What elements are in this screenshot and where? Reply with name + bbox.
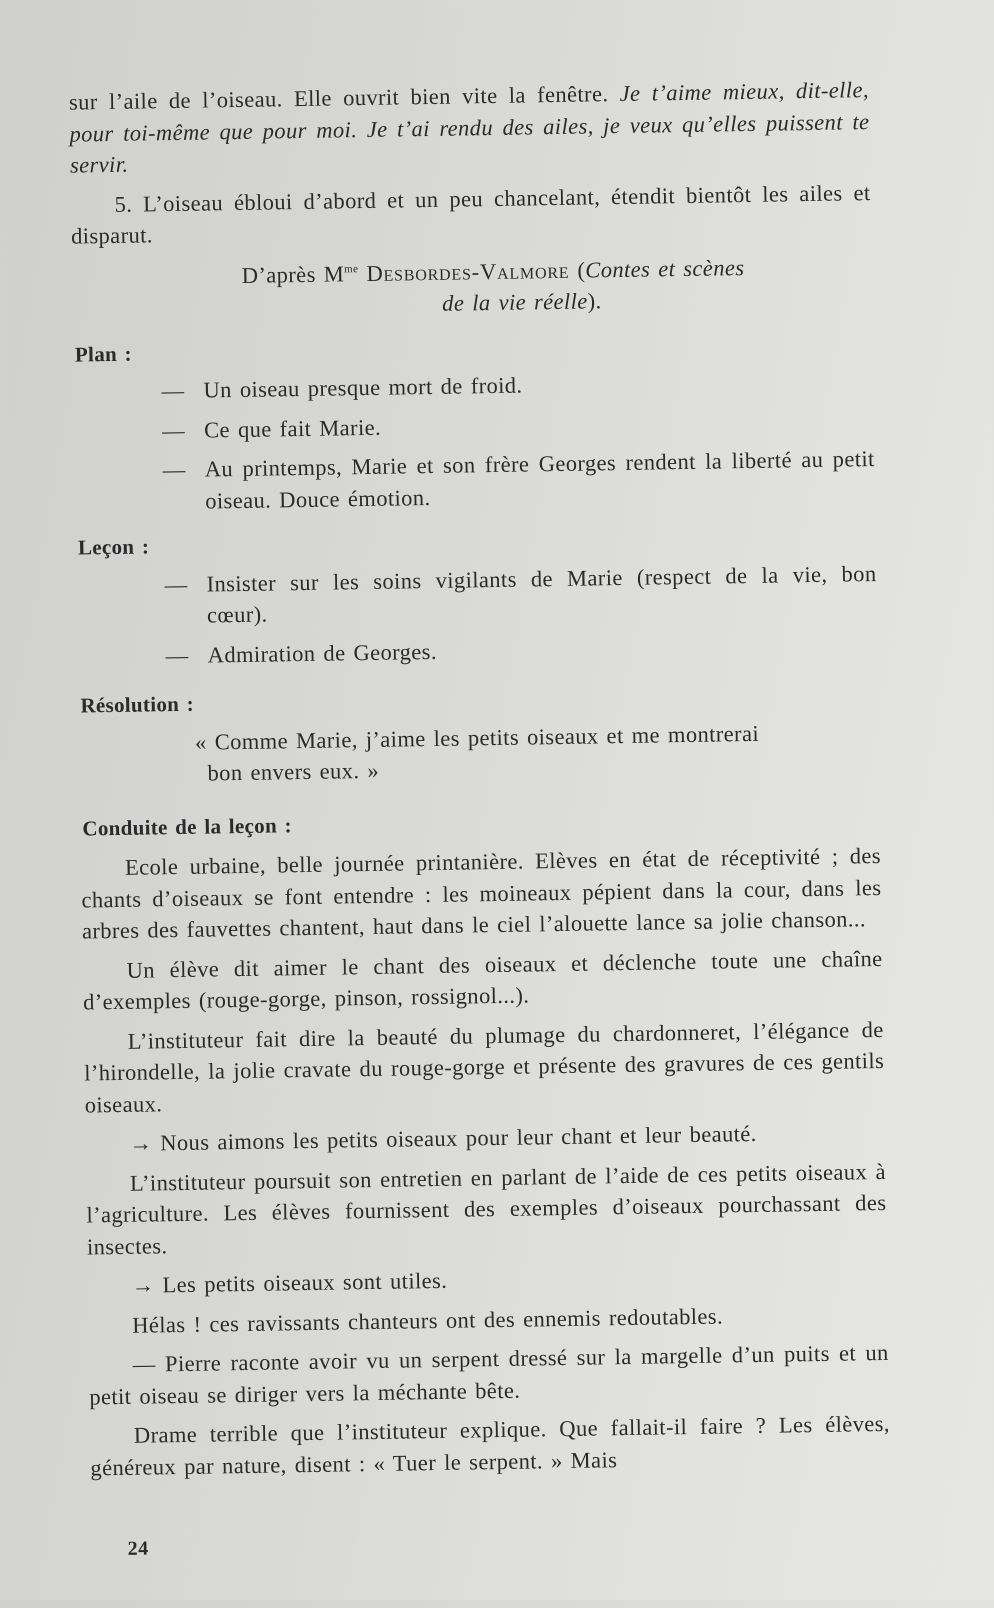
attribution-work-line2: de la vie réelle <box>441 288 588 316</box>
dash: — <box>165 642 189 668</box>
dash: — <box>164 571 188 597</box>
lecon-item <box>76 558 877 634</box>
plan-item <box>75 443 876 519</box>
conduite-heading: Conduite de la leçon : <box>82 812 292 841</box>
conduite-conclusion: → Les petits oiseaux sont utiles. <box>131 1267 448 1298</box>
lecon-item-text: Insister sur les soins vigilants de Marie (respect de la vie, bon cœur). <box>206 560 877 628</box>
dash: — <box>161 417 186 443</box>
conduite-paragraph: Ecole urbaine, belle journée printanière. Elèves en état de réceptivité ; des chants d’oiseaux se font entendre : les moineaux pépient dans la cour, dans les arbres des fauvettes chantent, haut dans le ciel l’alouette lance sa jolie chanson... <box>81 842 882 944</box>
conduite-paragraph: — Pierre raconte avoir vu un serpent dressé sur la margelle d’un puits et un petit oiseau se diriger vers la méchante bête. <box>89 1339 889 1409</box>
dash: — <box>161 377 185 404</box>
lecon-heading: Leçon : <box>77 534 150 560</box>
plan-item <box>74 404 874 448</box>
conduite-paragraph: Hélas ! ces ravissants chanteurs ont des ennemis redoutables. <box>132 1303 724 1338</box>
plan-heading: Plan : <box>74 341 133 367</box>
attribution-author: Desbordes-Valmore <box>366 257 570 286</box>
conduite-paragraph: L’instituteur poursuit son entretien en parlant de l’aide de ces petits oiseaux à l’agriculture. Les élèves fournissent des exemples d’oiseaux pourchassant des insectes. <box>86 1158 887 1259</box>
lecon-item <box>77 629 877 673</box>
resolution-quote-line1: « Comme Marie, j’aime les petits oiseaux et me montrerai <box>194 720 760 755</box>
resolution-quote <box>79 715 880 791</box>
conduite-paragraph: Drame terrible que l’instituteur explique. Que fallait-il faire ? Les élèves, généreux par nature, disent : « Tuer le serpent. » Mais <box>90 1410 891 1480</box>
resolution-heading: Résolution : <box>80 691 195 718</box>
paragraph-5: 5. L’oiseau ébloui d’abord et un peu chancelant, étendit bientôt les ailes et disparut. <box>70 179 871 249</box>
conduite-paragraph: Un élève dit aimer le chant des oiseaux et déclenche toute une chaîne d’exemples (rouge-gorge, pinson, rossignol...). <box>82 945 883 1015</box>
plan-item-text: Au printemps, Marie et son frère Georges rendent la liberté au petit oiseau. Douce émotion. <box>204 446 875 514</box>
attribution-paren-open: ( <box>569 257 586 283</box>
attribution <box>71 246 872 326</box>
lecon-item-text: Admiration de Georges. <box>207 638 438 668</box>
page-text <box>69 74 891 1483</box>
attribution-sup: me <box>343 262 359 275</box>
dash: — <box>162 456 186 483</box>
plan-item-text: Un oiseau presque mort de froid. <box>203 372 523 403</box>
conduite-paragraph: L’instituteur fait dire la beauté du plumage du chardonneret, l’élégance de l’hirondelle, la jolie cravate du rouge-gorge et présente des gravures de ces gentils oiseaux. <box>84 1016 885 1118</box>
opening-roman-text: sur l’aile de l’oiseau. Elle ouvrit bien vite la fenêtre. <box>68 80 620 115</box>
plan-item <box>73 364 873 408</box>
page-number: 24 <box>127 1537 149 1560</box>
attribution-prefix: D’après M <box>241 260 345 288</box>
opening-italic-text: Je t’aime mieux, dit-elle, pour toi-même que pour moi. Je t’ai rendu des ailes, je veux qu’elles puissent te servir. <box>69 77 870 178</box>
resolution-quote-line2: bon envers eux. » <box>207 757 380 786</box>
conduite-conclusion: → Nous aimons les petits oiseaux pour leur chant et leur beauté. <box>129 1120 757 1156</box>
opening-paragraph <box>69 74 870 181</box>
attribution-paren-close: ). <box>587 288 602 314</box>
attribution-work-line1: Contes et scènes <box>585 254 745 283</box>
plan-item-text: Ce que fait Marie. <box>203 414 382 443</box>
attribution-line2 <box>242 281 872 322</box>
